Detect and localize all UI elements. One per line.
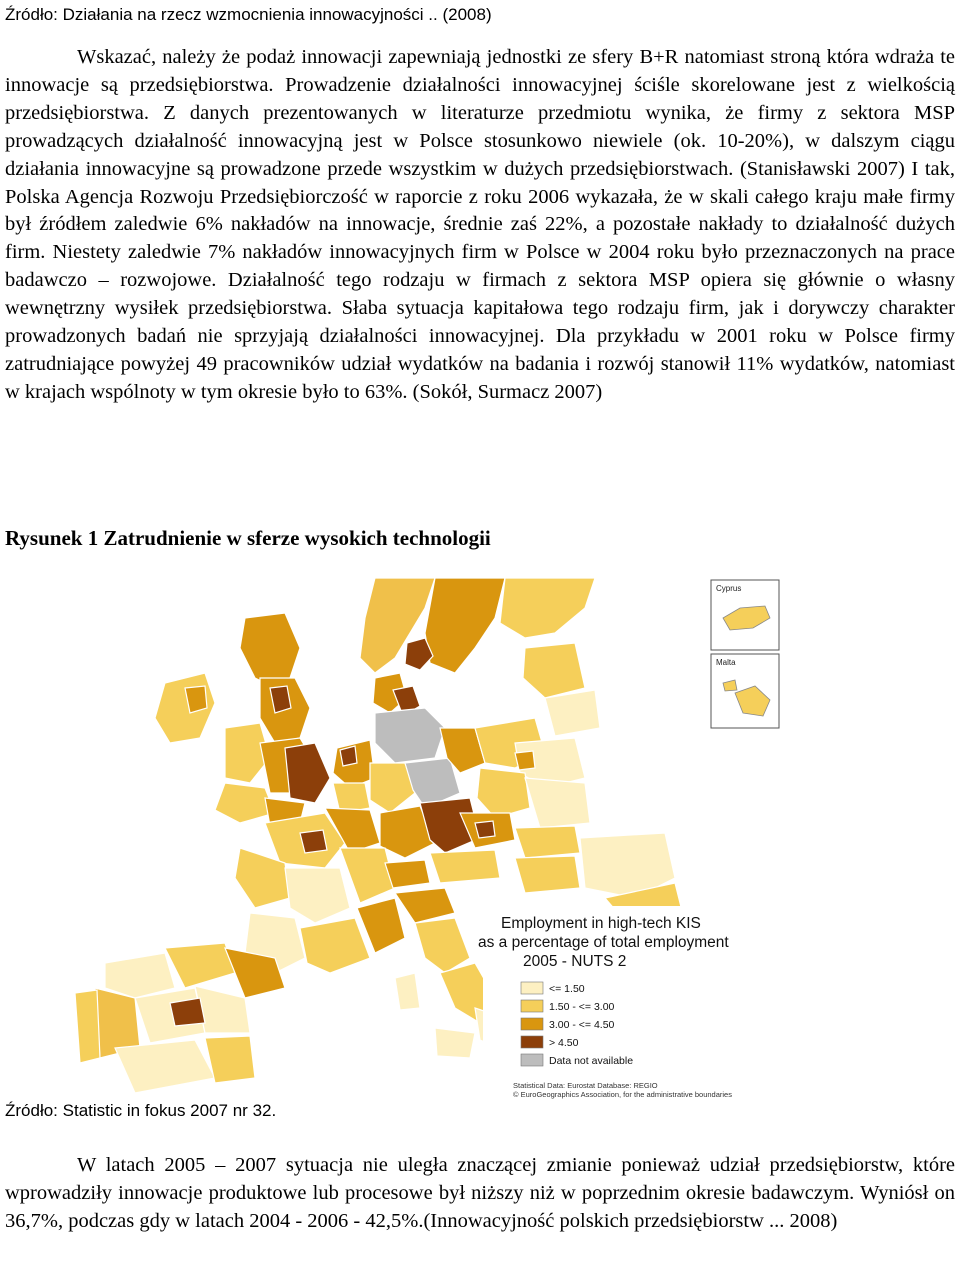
- legend-title-line-2: as a percentage of total employment: [478, 934, 729, 951]
- europe-hightech-employment-map: [75, 578, 783, 1102]
- legend-title-line-1: Employment in high-tech KIS: [501, 915, 701, 932]
- legend-swatch-3: [521, 1036, 543, 1048]
- legend-label-0: <= 1.50: [549, 983, 585, 995]
- inset-malta-label: Malta: [716, 658, 736, 667]
- source-note-top: Źródło: Działania na rzecz wzmocnienia innowacyjności .. (2008): [5, 5, 492, 24]
- legend-credit-1: Statistical Data: Eurostat Database: REGIO: [513, 1081, 658, 1090]
- legend-swatch-1: [521, 1000, 543, 1012]
- inset-malta: [711, 654, 779, 728]
- legend-label-2: 3.00 - <= 4.50: [549, 1019, 615, 1031]
- map-legend: [478, 906, 783, 1102]
- paragraph-innovation-2005-2007: W latach 2005 – 2007 sytuacja nie uległa znaczącej zmianie ponieważ udział przedsiębiorstw, które wprowadziły innowacje produktowe lub procesowe był niższy niż w poprzednim okresie badawczym. Wyniósł on 36,7%, podczas gdy w latach 2004 - 2006 - 42,5%.(Innowacyjność polskich przedsiębiorstw ... 2008): [5, 1154, 955, 1232]
- legend-swatch-0: [521, 982, 543, 994]
- legend-title-line-3: 2005 - NUTS 2: [523, 953, 627, 970]
- figure-title: Rysunek 1 Zatrudnienie w sferze wysokich technologii: [5, 526, 491, 550]
- legend-swatch-4: [521, 1054, 543, 1066]
- inset-cyprus-label: Cyprus: [716, 584, 742, 593]
- legend-swatch-2: [521, 1018, 543, 1030]
- legend-label-4: Data not available: [549, 1055, 634, 1067]
- source-note-figure: Źródło: Statistic in fokus 2007 nr 32.: [5, 1101, 277, 1120]
- legend-label-1: 1.50 - <= 3.00: [549, 1001, 615, 1013]
- legend-label-3: > 4.50: [549, 1037, 579, 1049]
- paragraph-innovation-sme: Wskazać, należy że podaż innowacji zapewniają jednostki ze sfery B+R natomiast stroną która wdraża te innowacje są przedsiębiorstwa. Prowadzenie działalności innowacyjnej ściśle skorelowane jest z wielkością przedsiębiorstwa. Z danych prezentowanych w literaturze przedmiotu wynika, że firmy z sektora MSP prowadzących działalność innowacyjną jest w Polsce stosunkowo niewiele (ok. 10-20%), w dalszym ciągu działania innowacyjne są prowadzone przede wszystkim w dużych przedsiębiorstwach. (Stanisławski 2007) I tak, Polska Agencja Rozwoju Przedsiębiorczość w raporcie z roku 2006 wykazała, że w skali całego kraju małe firmy był źródłem zaledwie 6% nakładów na innowacje, średnie zaś 22%, a pozostałe nakłady to działalność dużych firm. Niestety zaledwie 7% nakładów innowacyjnych firm w Polsce w 2004 roku było przeznaczonych na prace badawczo – rozwojowe. Działalność tego rodzaju w firmach z sektora MSP opiera się głównie o własny wewnętrzny wysiłek przedsiębiorstwa. Słaba sytuacja kapitałowa tego rodzaju firm, jak i dorywczy charakter prowadzonych badań nie sprzyjają działalności innowacyjnej. Dla przykładu w 2001 roku w Polsce firmy zatrudniające powyżej 49 pracowników udział wydatków na badania i rozwój stanowił 11% wydatków, natomiast w krajach wspólnoty w tym okresie było to 63%. (Sokół, Surmacz 2007): [5, 46, 955, 403]
- legend-credit-2: © EuroGeographics Association, for the administrative boundaries: [513, 1090, 732, 1099]
- inset-cyprus: [711, 580, 779, 650]
